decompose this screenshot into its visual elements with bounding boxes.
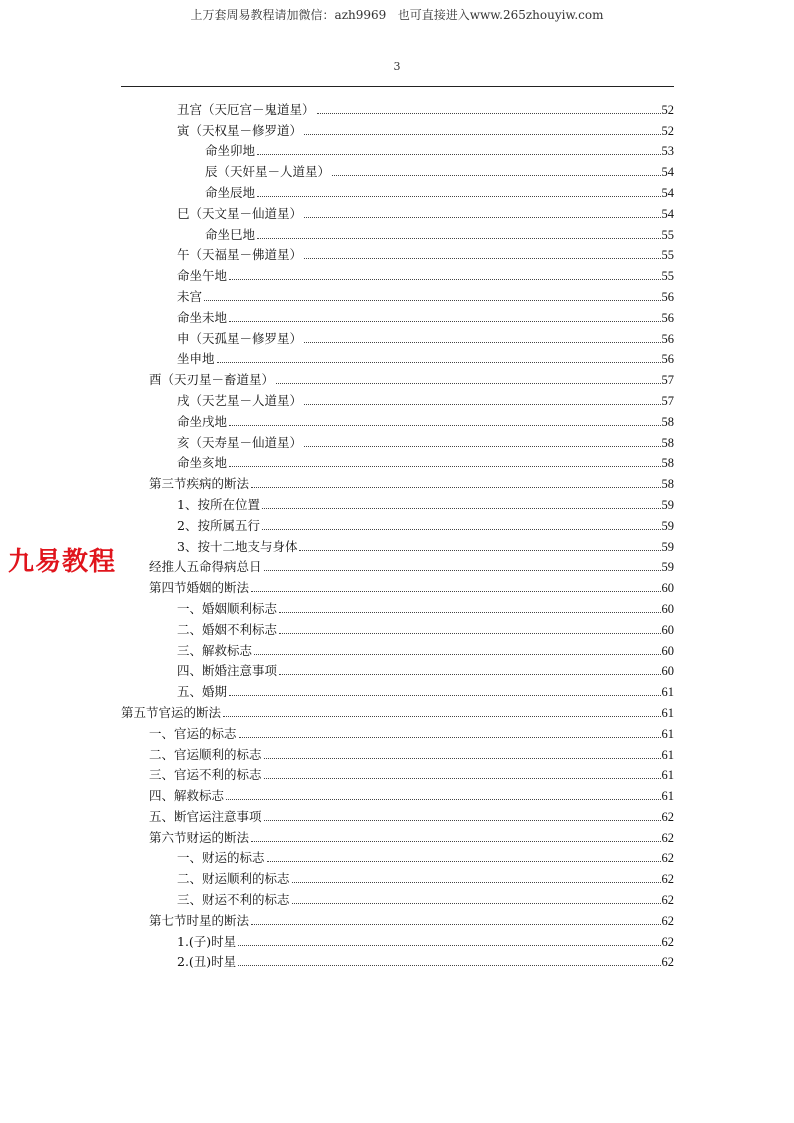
toc-dot-leader [239, 737, 661, 738]
toc-dot-leader [262, 529, 661, 530]
toc-entry-page: 60 [661, 664, 674, 679]
toc-dot-leader [304, 404, 660, 405]
toc-entry-page: 59 [661, 560, 674, 575]
toc-entry-page: 62 [661, 913, 674, 928]
toc-entry-page: 60 [661, 643, 674, 658]
toc-entry[interactable] [121, 637, 674, 658]
toc-entry[interactable] [121, 720, 674, 741]
toc-entry[interactable] [121, 574, 674, 595]
toc-entry-title: 二、婚姻不利标志 [177, 621, 278, 637]
toc-dot-leader [226, 799, 660, 800]
toc-entry-title: 第五节官运的断法 [121, 704, 222, 720]
toc-dot-leader [229, 466, 660, 467]
toc-dot-leader [264, 758, 661, 759]
toc-entry-page: 61 [661, 705, 674, 720]
toc-dot-leader [279, 633, 660, 634]
toc-entry-title: 一、财运的标志 [177, 850, 265, 866]
toc-entry[interactable] [121, 366, 674, 387]
toc-entry[interactable] [121, 554, 674, 575]
toc-entry-page: 59 [661, 497, 674, 512]
toc-entry[interactable] [121, 845, 674, 866]
toc-entry[interactable] [121, 658, 674, 679]
toc-entry[interactable] [121, 533, 674, 554]
toc-dot-leader [257, 154, 660, 155]
toc-dot-leader [238, 965, 660, 966]
toc-dot-leader [229, 321, 660, 322]
toc-entry-page: 61 [661, 726, 674, 741]
toc-entry[interactable] [121, 928, 674, 949]
toc-entry[interactable] [121, 491, 674, 512]
toc-entry-page: 52 [661, 102, 674, 117]
toc-entry-title: 坐申地 [177, 351, 215, 367]
header-promo-note: 上万套周易教程请加微信：azh9969 也可直接进入www.265zhouyiw.com [190, 8, 604, 22]
toc-entry-title: 命坐卯地 [205, 143, 256, 159]
toc-entry-title: 五、婚期 [177, 684, 228, 700]
toc-dot-leader [299, 550, 660, 551]
toc-entry-title: 一、婚姻顺利标志 [177, 600, 278, 616]
toc-dot-leader [279, 674, 660, 675]
toc-entry-title: 2.(丑)时星 [177, 954, 237, 970]
toc-entry-page: 61 [661, 747, 674, 762]
toc-dot-leader [257, 196, 660, 197]
toc-dot-leader [267, 861, 661, 862]
toc-entry-page: 54 [661, 185, 674, 200]
toc-entry[interactable] [121, 450, 674, 471]
toc-entry-title: 命坐辰地 [205, 184, 256, 200]
toc-entry-title: 一、官运的标志 [149, 725, 237, 741]
toc-entry-page: 61 [661, 685, 674, 700]
toc-dot-leader [332, 175, 660, 176]
toc-entry[interactable] [121, 512, 674, 533]
toc-entry[interactable] [121, 803, 674, 824]
toc-entry-title: 戌（天艺星－人道星） [177, 392, 303, 408]
toc-dot-leader [238, 945, 660, 946]
toc-dot-leader [229, 279, 660, 280]
toc-entry-title: 经推人五命得病总日 [149, 559, 262, 575]
toc-entry[interactable] [121, 886, 674, 907]
toc-dot-leader [251, 487, 660, 488]
toc-entry-page: 62 [661, 872, 674, 887]
toc-entry-page: 62 [661, 830, 674, 845]
toc-entry-page: 53 [661, 144, 674, 159]
toc-entry[interactable] [121, 699, 674, 720]
toc-entry-title: 第三节疾病的断法 [149, 476, 250, 492]
toc-entry-page: 55 [661, 248, 674, 263]
toc-dot-leader [276, 383, 660, 384]
watermark-logo: 九易教程 [8, 547, 117, 577]
toc-entry-title: 酉（天刃星－畜道星） [149, 372, 275, 388]
toc-entry-title: 命坐未地 [177, 309, 228, 325]
toc-dot-leader [264, 820, 661, 821]
toc-entry-title: 2、按所属五行 [177, 517, 260, 533]
toc-entry[interactable] [121, 138, 674, 159]
toc-entry-page: 55 [661, 227, 674, 242]
toc-entry-title: 命坐午地 [177, 268, 228, 284]
toc-entry-page: 61 [661, 789, 674, 804]
table-of-contents [121, 96, 674, 969]
toc-entry-page: 54 [661, 206, 674, 221]
toc-entry[interactable] [121, 678, 674, 699]
toc-entry-page: 62 [661, 851, 674, 866]
toc-entry[interactable] [121, 470, 674, 491]
toc-entry-page: 58 [661, 435, 674, 450]
toc-entry-page: 56 [661, 289, 674, 304]
toc-entry-page: 58 [661, 477, 674, 492]
toc-entry-title: 未宫 [177, 288, 203, 304]
toc-entry[interactable] [121, 429, 674, 450]
toc-entry[interactable] [121, 949, 674, 970]
toc-entry[interactable] [121, 158, 674, 179]
toc-entry[interactable] [121, 387, 674, 408]
toc-entry-page: 61 [661, 768, 674, 783]
toc-dot-leader [317, 113, 661, 114]
toc-entry-page: 62 [661, 809, 674, 824]
toc-entry-title: 1、按所在位置 [177, 496, 260, 512]
toc-entry-title: 第四节婚姻的断法 [149, 580, 250, 596]
toc-entry-title: 二、财运顺利的标志 [177, 871, 290, 887]
toc-entry-title: 四、断婚注意事项 [177, 663, 278, 679]
toc-entry-title: 第七节时星的断法 [149, 912, 250, 928]
toc-entry[interactable] [121, 325, 674, 346]
toc-entry[interactable] [121, 304, 674, 325]
toc-entry[interactable] [121, 283, 674, 304]
toc-entry[interactable] [121, 616, 674, 637]
toc-dot-leader [292, 903, 661, 904]
toc-entry[interactable] [121, 117, 674, 138]
toc-entry-title: 午（天福星－佛道星） [177, 247, 303, 263]
toc-entry-page: 56 [661, 331, 674, 346]
toc-dot-leader [264, 778, 661, 779]
toc-entry-page: 59 [661, 518, 674, 533]
toc-dot-leader [292, 882, 661, 883]
toc-entry[interactable] [121, 96, 674, 117]
toc-entry-title: 第六节财运的断法 [149, 829, 250, 845]
toc-entry-title: 3、按十二地支与身体 [177, 538, 298, 554]
toc-entry-page: 62 [661, 934, 674, 949]
toc-entry-title: 1.(子)时星 [177, 933, 237, 949]
toc-entry-page: 56 [661, 310, 674, 325]
toc-dot-leader [229, 425, 660, 426]
toc-entry[interactable] [121, 408, 674, 429]
toc-entry[interactable] [121, 741, 674, 762]
toc-entry-page: 62 [661, 893, 674, 908]
toc-dot-leader [262, 508, 661, 509]
toc-entry-page: 56 [661, 352, 674, 367]
toc-entry[interactable] [121, 782, 674, 803]
toc-dot-leader [229, 695, 660, 696]
toc-entry[interactable] [121, 346, 674, 367]
toc-dot-leader [204, 300, 660, 301]
toc-entry-page: 58 [661, 414, 674, 429]
toc-entry-title: 三、解救标志 [177, 642, 253, 658]
toc-entry-page: 54 [661, 165, 674, 180]
toc-entry-page: 59 [661, 539, 674, 554]
toc-entry[interactable] [121, 221, 674, 242]
toc-entry-title: 亥（天寿星－仙道星） [177, 434, 303, 450]
toc-entry[interactable] [121, 262, 674, 283]
toc-dot-leader [251, 841, 660, 842]
toc-dot-leader [304, 217, 660, 218]
toc-entry[interactable] [121, 179, 674, 200]
toc-entry-page: 62 [661, 955, 674, 970]
toc-entry[interactable] [121, 907, 674, 928]
toc-entry-title: 寅（天权星－修罗道） [177, 122, 303, 138]
toc-entry-page: 55 [661, 269, 674, 284]
toc-entry-title: 辰（天奸星－人道星） [205, 164, 331, 180]
toc-entry-page: 60 [661, 622, 674, 637]
toc-entry-title: 五、断官运注意事项 [149, 808, 262, 824]
toc-entry[interactable] [121, 200, 674, 221]
toc-dot-leader [304, 134, 660, 135]
toc-entry-title: 巳（天文星－仙道星） [177, 205, 303, 221]
toc-entry-title: 命坐戌地 [177, 413, 228, 429]
header-divider [121, 86, 674, 87]
toc-dot-leader [254, 654, 660, 655]
toc-dot-leader [251, 591, 660, 592]
toc-entry[interactable] [121, 865, 674, 886]
toc-dot-leader [304, 258, 660, 259]
toc-entry-title: 丑宫（天厄宫－鬼道星） [177, 101, 315, 117]
toc-entry-page: 57 [661, 373, 674, 388]
toc-entry-page: 58 [661, 456, 674, 471]
toc-entry-page: 52 [661, 123, 674, 138]
toc-entry-title: 命坐巳地 [205, 226, 256, 242]
toc-entry[interactable] [121, 595, 674, 616]
toc-dot-leader [304, 342, 660, 343]
toc-dot-leader [251, 924, 660, 925]
toc-entry-title: 申（天孤星－修罗星） [177, 330, 303, 346]
toc-entry-page: 57 [661, 393, 674, 408]
toc-entry-title: 三、财运不利的标志 [177, 892, 290, 908]
toc-dot-leader [217, 362, 661, 363]
toc-entry-title: 四、解救标志 [149, 788, 225, 804]
toc-entry-title: 命坐亥地 [177, 455, 228, 471]
toc-entry-page: 60 [661, 601, 674, 616]
toc-dot-leader [304, 446, 660, 447]
toc-entry[interactable] [121, 824, 674, 845]
toc-entry[interactable] [121, 242, 674, 263]
toc-entry[interactable] [121, 762, 674, 783]
toc-entry-title: 三、官运不利的标志 [149, 767, 262, 783]
toc-dot-leader [264, 570, 661, 571]
toc-entry-page: 60 [661, 581, 674, 596]
toc-dot-leader [223, 716, 660, 717]
page-number: 3 [393, 60, 401, 73]
toc-entry-title: 二、官运顺利的标志 [149, 746, 262, 762]
toc-dot-leader [279, 612, 660, 613]
toc-dot-leader [257, 238, 660, 239]
